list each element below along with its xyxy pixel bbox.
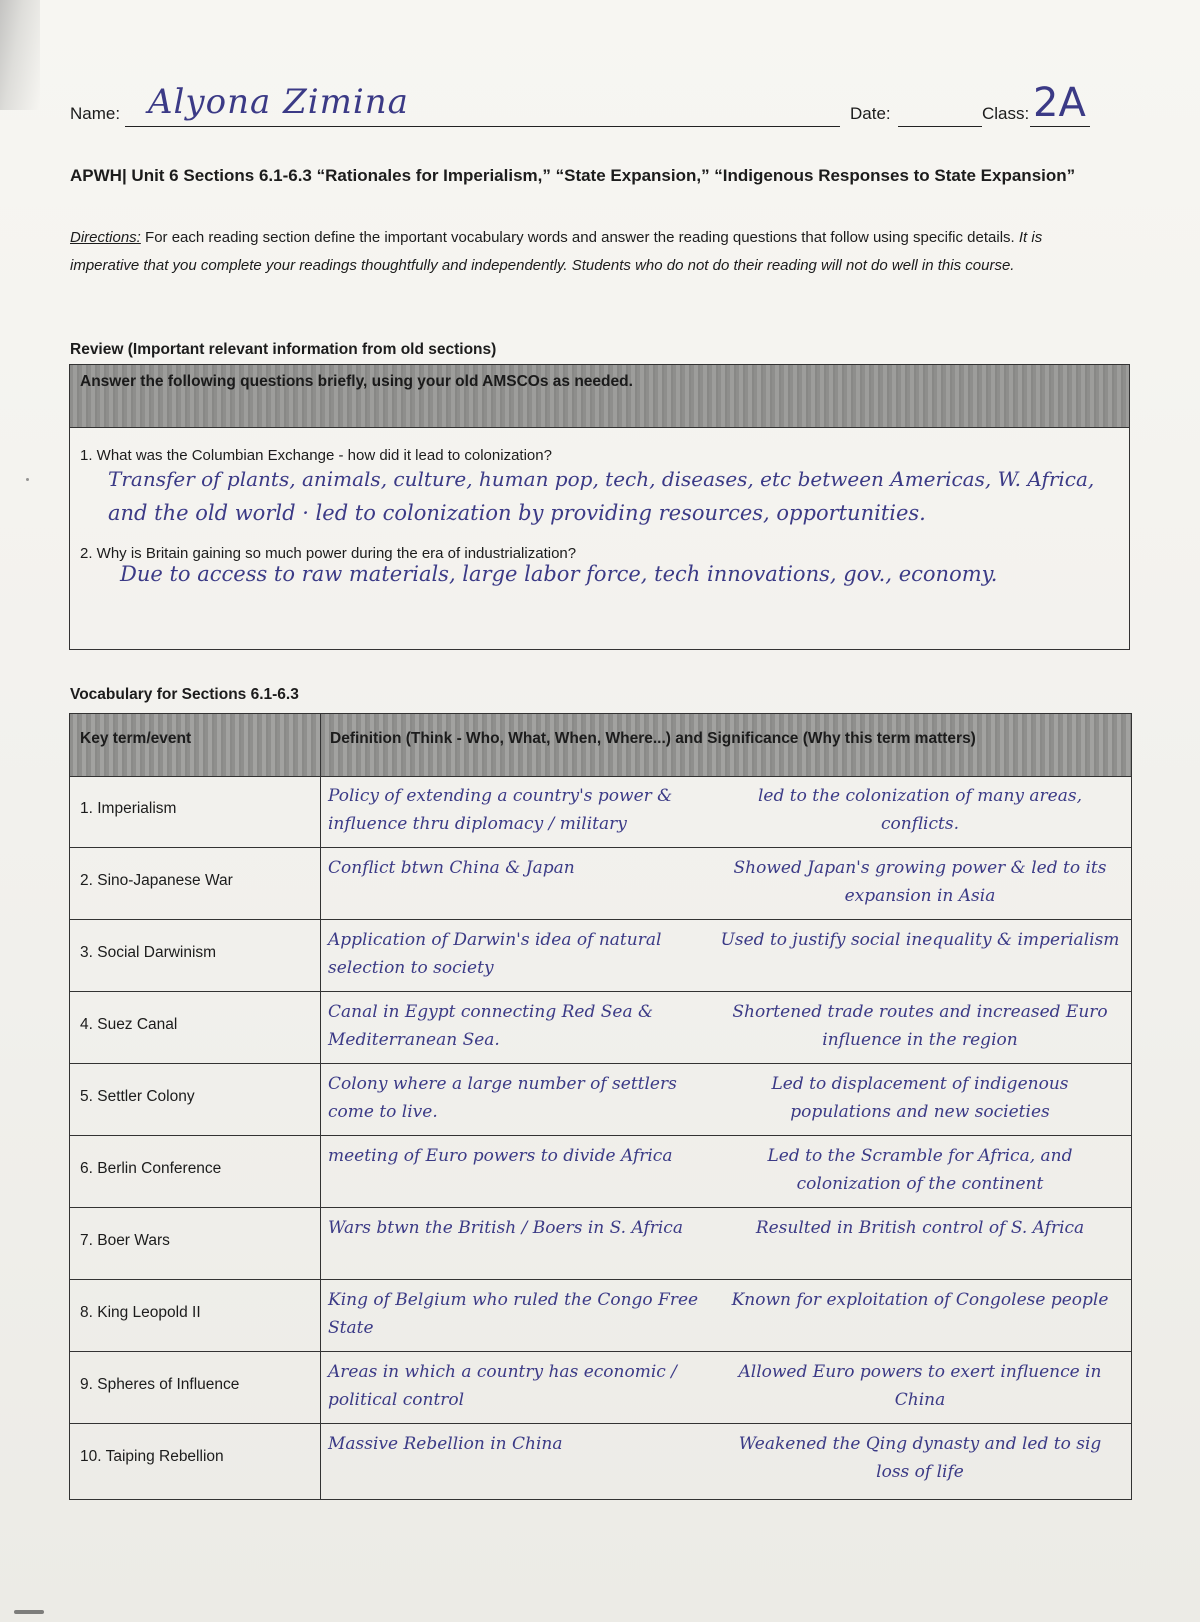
name-value[interactable]: Alyona Zimina bbox=[148, 82, 409, 122]
vocab-row bbox=[70, 1424, 1131, 1496]
vocab-definition[interactable]: Application of Darwin's idea of natural selection to society bbox=[328, 930, 662, 978]
vocab-term: 7. Boer Wars bbox=[80, 1232, 170, 1249]
class-underline bbox=[1030, 126, 1090, 127]
date-underline[interactable] bbox=[898, 126, 982, 127]
vocab-row bbox=[70, 1352, 1131, 1424]
review-heading: Review (Important relevant information from old sections) bbox=[70, 341, 497, 358]
header-row bbox=[70, 80, 1130, 132]
scan-speck bbox=[14, 1610, 44, 1614]
vocab-definition[interactable]: meeting of Euro powers to divide Africa bbox=[328, 1146, 673, 1166]
vocab-significance[interactable]: Resulted in British control of S. Africa bbox=[755, 1218, 1085, 1238]
vocab-table-header bbox=[70, 714, 1131, 777]
vocab-definition[interactable]: Areas in which a country has economic / political control bbox=[328, 1362, 677, 1410]
vocab-term: 9. Spheres of Influence bbox=[80, 1376, 240, 1393]
vocab-row bbox=[70, 920, 1131, 992]
vocab-table bbox=[69, 713, 1132, 1500]
review-box-header-text: Answer the following questions briefly, using your old AMSCOs as needed. bbox=[80, 373, 633, 390]
vocab-term: 4. Suez Canal bbox=[80, 1016, 178, 1033]
vocab-row bbox=[70, 1136, 1131, 1208]
vocab-definition[interactable]: Canal in Egypt connecting Red Sea & Mediterranean Sea. bbox=[328, 1002, 654, 1050]
vocab-definition[interactable]: Colony where a large number of settlers come to live. bbox=[328, 1074, 677, 1122]
review-answer-1-line-2[interactable]: and the old world · led to colonization by providing resources, opportunities. bbox=[108, 501, 926, 525]
page-fold-shadow bbox=[0, 0, 40, 110]
vocab-term: 8. King Leopold II bbox=[80, 1304, 201, 1321]
vocab-row bbox=[70, 1208, 1131, 1280]
review-question-1: 1. What was the Columbian Exchange - how did it lead to colonization? bbox=[80, 447, 552, 464]
class-value[interactable]: 2A bbox=[1033, 80, 1086, 126]
directions-label: Directions: bbox=[70, 229, 141, 246]
vocab-term: 6. Berlin Conference bbox=[80, 1160, 222, 1177]
vocab-term: 1. Imperialism bbox=[80, 800, 177, 817]
vocab-significance[interactable]: led to the colonization of many areas, conflicts. bbox=[758, 786, 1082, 834]
directions bbox=[70, 224, 1115, 280]
vocab-significance[interactable]: Used to justify social inequality & imperialism bbox=[720, 930, 1120, 950]
vocab-significance[interactable]: Showed Japan's growing power & led to its expansion in Asia bbox=[733, 858, 1107, 906]
vocab-definition[interactable]: Massive Rebellion in China bbox=[328, 1434, 563, 1454]
vocab-col-term-header: Key term/event bbox=[80, 730, 192, 747]
vocab-significance[interactable]: Allowed Euro powers to exert influence in China bbox=[738, 1362, 1102, 1410]
vocab-heading: Vocabulary for Sections 6.1-6.3 bbox=[70, 686, 299, 703]
scan-speck bbox=[26, 478, 29, 481]
vocab-row bbox=[70, 848, 1131, 920]
vocab-significance[interactable]: Known for exploitation of Congolese people bbox=[731, 1290, 1109, 1310]
date-label: Date: bbox=[850, 104, 891, 123]
name-label: Name: bbox=[70, 104, 121, 123]
vocab-significance[interactable]: Shortened trade routes and increased Euro influence in the region bbox=[732, 1002, 1108, 1050]
name-underline bbox=[125, 126, 840, 127]
vocab-row bbox=[70, 1064, 1131, 1136]
vocab-significance[interactable]: Led to displacement of indigenous populations and new societies bbox=[771, 1074, 1069, 1122]
worksheet-title: APWH| Unit 6 Sections 6.1-6.3 “Rationales for Imperialism,” “State Expansion,” “Indigenous Responses to State Expansion” bbox=[70, 166, 1076, 185]
review-answer-2[interactable]: Due to access to raw materials, large labor force, tech innovations, gov., economy. bbox=[120, 562, 998, 586]
review-box bbox=[69, 364, 1130, 650]
directions-emphasis: It is imperative that you complete your readings thoughtfully and independently. Students who do not do their reading will not do well in this course. bbox=[70, 229, 1043, 274]
review-question-2: 2. Why is Britain gaining so much power during the era of industrialization? bbox=[80, 545, 577, 562]
vocab-row bbox=[70, 1280, 1131, 1352]
vocab-definition[interactable]: Wars btwn the British / Boers in S. Africa bbox=[328, 1218, 683, 1238]
vocab-term: 2. Sino-Japanese War bbox=[80, 872, 233, 889]
vocab-definition[interactable]: Conflict btwn China & Japan bbox=[328, 858, 575, 878]
vocab-row bbox=[70, 992, 1131, 1064]
vocab-term: 10. Taiping Rebellion bbox=[80, 1448, 224, 1465]
directions-text: For each reading section define the important vocabulary words and answer the reading questions that follow using specific details. bbox=[140, 229, 1019, 246]
vocab-col-definition-header: Definition (Think - Who, What, When, Where...) and Significance (Why this term matters) bbox=[330, 730, 976, 747]
vocab-significance[interactable]: Weakened the Qing dynasty and led to sig loss of life bbox=[738, 1434, 1102, 1482]
review-box-header bbox=[70, 365, 1129, 428]
vocab-definition[interactable]: King of Belgium who ruled the Congo Free State bbox=[328, 1290, 699, 1338]
class-label: Class: bbox=[982, 104, 1030, 123]
review-answer-1-line-1[interactable]: Transfer of plants, animals, culture, human pop, tech, diseases, etc between Americas, W. Africa, bbox=[108, 467, 1095, 491]
vocab-row bbox=[70, 776, 1131, 848]
vocab-significance[interactable]: Led to the Scramble for Africa, and colonization of the continent bbox=[767, 1146, 1073, 1194]
vocab-definition[interactable]: Policy of extending a country's power & influence thru diplomacy / military bbox=[328, 786, 673, 834]
vocab-term: 5. Settler Colony bbox=[80, 1088, 195, 1105]
vocab-term: 3. Social Darwinism bbox=[80, 944, 217, 961]
